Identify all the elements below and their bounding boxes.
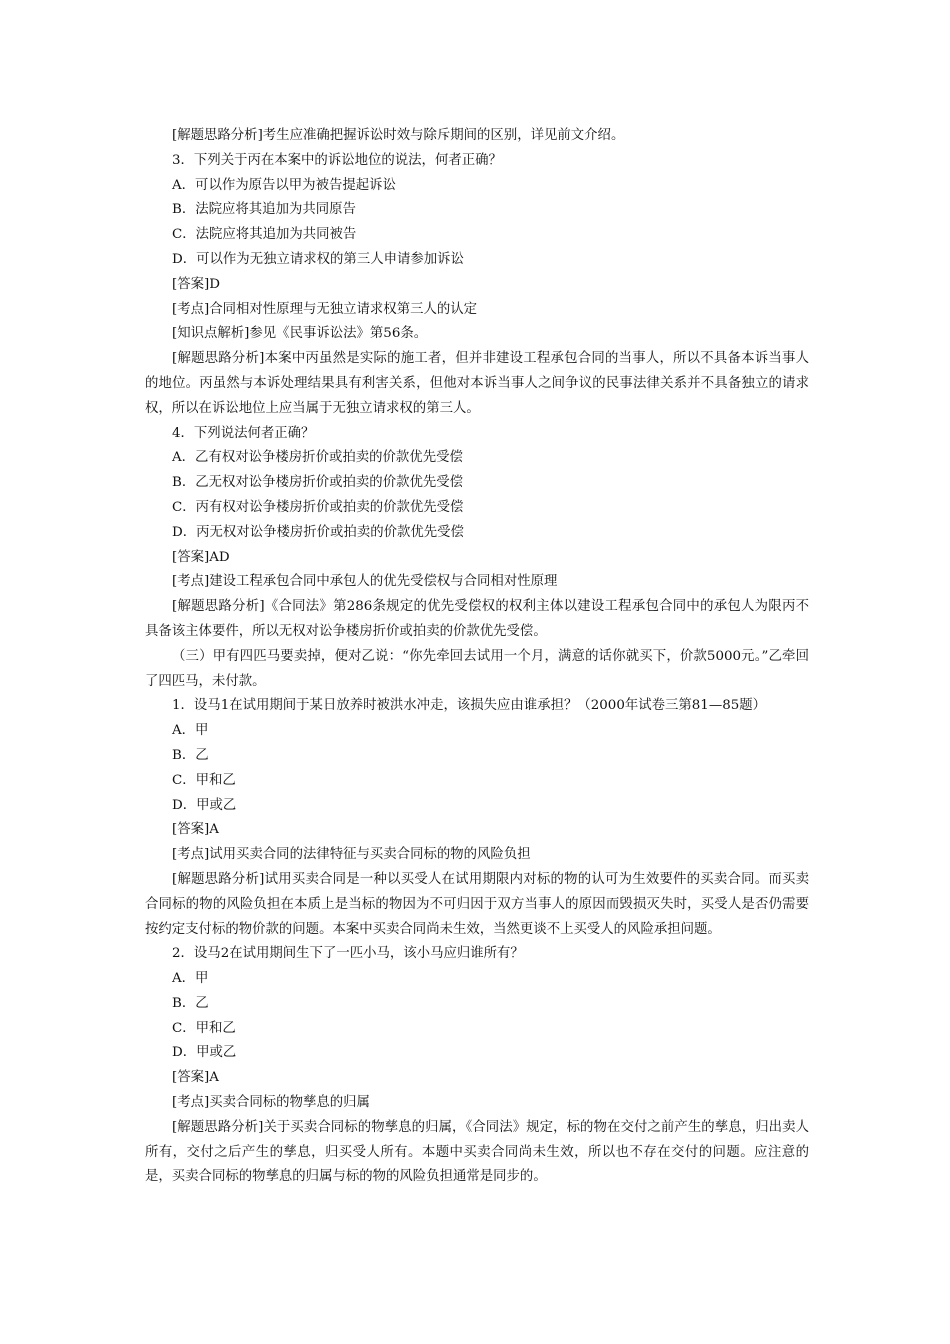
option-b: B．乙: [172, 747, 209, 763]
option-a: A．甲: [172, 723, 209, 739]
key-point: [考点]买卖合同标的物孳息的归属: [172, 1095, 370, 1111]
option-c: C．法院应将其追加为共同被告: [172, 227, 357, 243]
option-c: C．丙有权对讼争楼房折价或拍卖的价款优先受偿: [172, 499, 464, 515]
option-d: D．可以作为无独立请求权的第三人申请参加诉讼: [172, 251, 464, 267]
document-page: [145, 124, 809, 1190]
option-b: B．乙: [172, 995, 209, 1011]
question-3: 3．下列关于丙在本案中的诉讼地位的说法，何者正确？: [172, 152, 502, 168]
option-c: C．甲和乙: [172, 1020, 236, 1036]
option-b: B．乙无权对讼争楼房折价或拍卖的价款优先受偿: [172, 475, 464, 491]
key-point: [考点]试用买卖合同的法律特征与买卖合同标的物的风险负担: [172, 847, 531, 863]
answer: [答案]A: [172, 822, 219, 838]
analysis-paragraph: [解题思路分析]试用买卖合同是一种以买受人在试用期限内对标的物的认可为生效要件的买卖合同。而买卖合同标的物的风险负担在本质上是当标的物因为不可归因于双方当事人的原因而毁损灭失时，买受人是否仍需要按约定支付标的物价款的问题。本案中买卖合同尚未生效，当然更谈不上买受人的风险承担问题。: [145, 871, 809, 937]
analysis-paragraph: [解题思路分析]考生应准确把握诉讼时效与除斥期间的区别，详见前文介绍。: [172, 128, 625, 143]
knowledge-point: [知识点解析]参见《民事诉讼法》第56条。: [172, 326, 428, 342]
option-d: D．丙无权对讼争楼房折价或拍卖的价款优先受偿: [172, 524, 464, 540]
analysis-paragraph: [解题思路分析]本案中丙虽然是实际的施工者，但并非建设工程承包合同的当事人，所以不具备本诉当事人的地位。丙虽然与本诉处理结果具有利害关系，但他对本诉当事人之间争议的民事法律关系并不具备独立的请求权，所以在诉讼地位上应当属于无独立请求权的第三人。: [145, 351, 809, 416]
option-d: D．甲或乙: [172, 797, 237, 813]
question-1: 1．设马1在试用期间于某日放养时被洪水冲走，该损失应由谁承担？（2000年试卷三第81—85题）: [172, 698, 767, 714]
question-4: 4．下列说法何者正确？: [172, 425, 315, 441]
answer: [答案]A: [172, 1070, 219, 1086]
option-a: A．乙有权对讼争楼房折价或拍卖的价款优先受偿: [172, 450, 463, 466]
question-2: 2．设马2在试用期间生下了一匹小马，该小马应归谁所有？: [172, 946, 524, 962]
case-intro: （三）甲有四匹马要卖掉，便对乙说：“你先牵回去试用一个月，满意的话你就买下，价款5000元。”乙牵回了四匹马，未付款。: [145, 648, 809, 689]
key-point: [考点]合同相对性原理与无独立请求权第三人的认定: [172, 301, 478, 317]
option-a: A．可以作为原告以甲为被告提起诉讼: [172, 177, 396, 193]
option-a: A．甲: [172, 971, 209, 987]
analysis-paragraph: [解题思路分析]关于买卖合同标的物孳息的归属，《合同法》规定，标的物在交付之前产生的孳息，归出卖人所有，交付之后产生的孳息，归买受人所有。本题中买卖合同尚未生效，所以也不存在交付的问题。应注意的是，买卖合同标的物孳息的归属与标的物的风险负担通常是同步的。: [145, 1119, 809, 1185]
option-b: B．法院应将其追加为共同原告: [172, 202, 356, 218]
analysis-paragraph: [解题思路分析]《合同法》第286条规定的优先受偿权的权利主体以建设工程承包合同中的承包人为限丙不具备该主体要件，所以无权对讼争楼房折价或拍卖的价款优先受偿。: [145, 599, 809, 639]
option-c: C．甲和乙: [172, 772, 236, 788]
option-d: D．甲或乙: [172, 1045, 237, 1061]
answer: [答案]D: [172, 276, 220, 292]
answer: [答案]AD: [172, 549, 230, 565]
key-point: [考点]建设工程承包合同中承包人的优先受偿权与合同相对性原理: [172, 574, 558, 590]
